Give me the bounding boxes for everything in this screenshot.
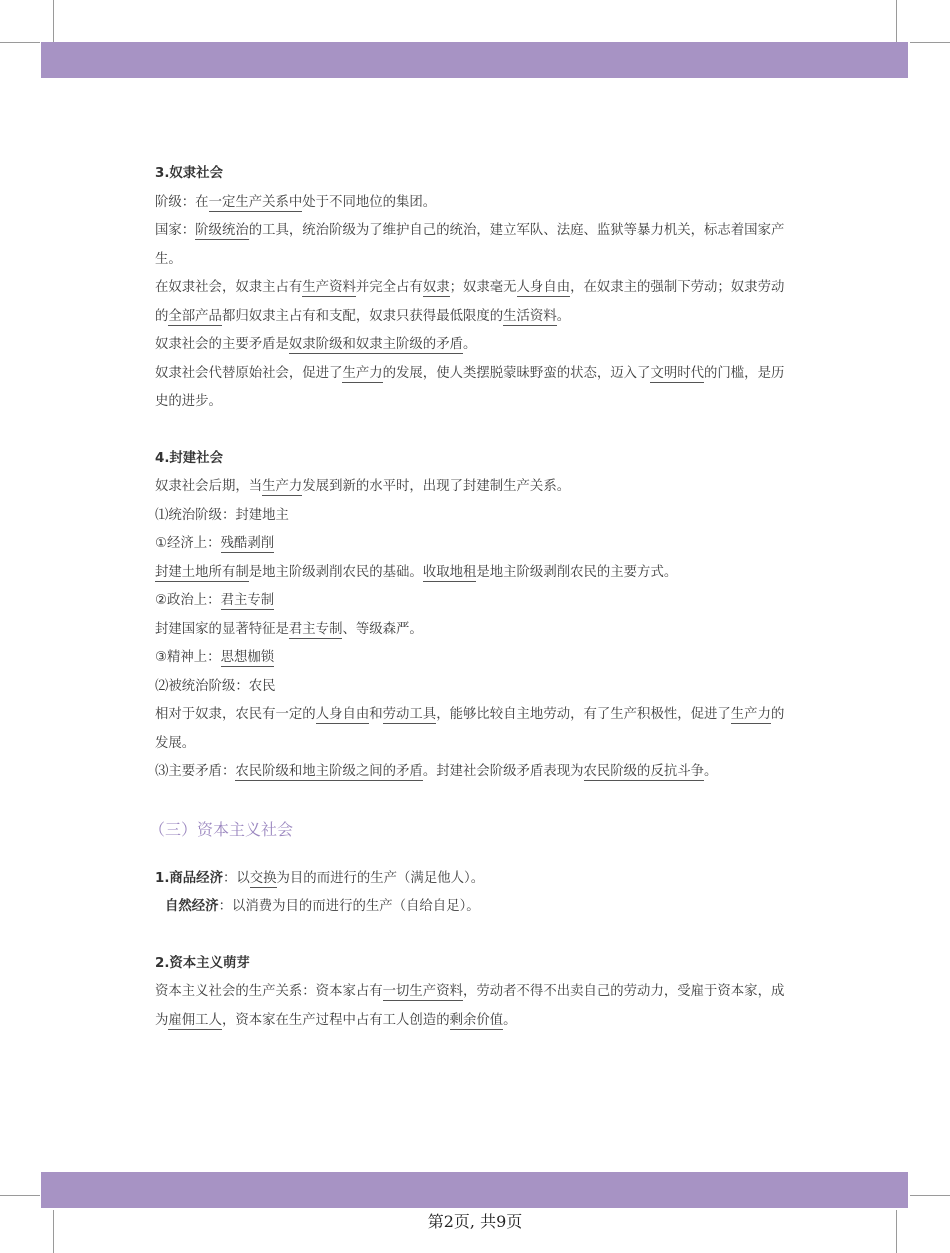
crop-mark <box>910 42 950 43</box>
key-term: 文明时代 <box>650 365 705 381</box>
paragraph-line: ⑵被统治阶级：农民 <box>155 678 276 694</box>
key-term: 生产资料 <box>302 280 356 295</box>
key-term: 农民阶级的反抗斗争 <box>583 764 705 779</box>
paragraph-line: 奴隶社会后期，当生产力发展到新的水平时，出现了封建制生产关系。 <box>155 479 571 494</box>
key-term: 全部产品 <box>168 308 222 324</box>
paragraph-line: ③精神上：思想枷锁 <box>155 650 275 665</box>
key-term: 雇佣工人 <box>168 1012 222 1028</box>
key-term: 生活资料 <box>503 308 557 324</box>
key-term: 生产力 <box>342 365 383 381</box>
key-term: 人身自由 <box>516 280 571 295</box>
paragraph-line: 资本主义社会的生产关系：资本家占有一切生产资料，劳动者不得不出卖自己的劳动力，受雇于资本家，成 <box>155 984 785 999</box>
paragraph-line: ①经济上：残酷剥削 <box>155 536 275 551</box>
key-term: 一切生产资料 <box>382 984 463 999</box>
paragraph-line: 生。 <box>155 251 182 267</box>
key-term: 奴隶阶级和奴隶主阶级的矛盾 <box>288 337 463 352</box>
paragraph-line: 发展。 <box>155 735 196 751</box>
header-band <box>41 42 908 78</box>
section-title-capitalism-sprouts: 2.资本主义萌芽 <box>155 955 250 971</box>
paragraph-line: 封建国家的显著特征是君主专制、等级森严。 <box>155 621 423 637</box>
key-term: 人身自由 <box>315 707 370 722</box>
key-term: 一定生产关系中 <box>208 194 303 210</box>
crop-mark <box>910 1195 950 1196</box>
key-term: 交换 <box>249 870 277 886</box>
paragraph-line: ⑴统治阶级：封建地主 <box>155 507 289 523</box>
section-title-slave-society: 3.奴隶社会 <box>155 166 223 181</box>
paragraph-line: 在奴隶社会，奴隶主占有生产资料并完全占有奴隶；奴隶毫无人身自由，在奴隶主的强制下劳动；奴隶劳动 <box>155 280 785 295</box>
key-term: 剩余价值 <box>449 1012 504 1028</box>
paragraph-line: 自然经济：以消费为目的而进行的生产（自给自足）。 <box>165 899 480 914</box>
paragraph-line: 国家：阶级统治的工具，统治阶级为了维护自己的统治，建立军队、法庭、监狱等暴力机关，标志着国家产 <box>155 223 785 238</box>
chapter-heading-capitalism: （三）资本主义社会 <box>149 819 294 839</box>
crop-mark <box>53 0 54 42</box>
paragraph-line: 为雇佣工人，资本家在生产过程中占有工人创造的剩余价值。 <box>155 1012 517 1028</box>
paragraph-line: 相对于奴隶，农民有一定的人身自由和劳动工具，能够比较自主地劳动，有了生产积极性，促进了生产力的 <box>155 707 785 722</box>
footer-band <box>41 1172 908 1208</box>
paragraph-line: 封建土地所有制是地主阶级剥削农民的基础。收取地租是地主阶级剥削农民的主要方式。 <box>155 564 678 580</box>
key-term: 阶级统治 <box>195 223 249 238</box>
key-term: 劳动工具 <box>382 707 437 722</box>
key-term: 思想枷锁 <box>220 650 275 665</box>
key-term: 君主专制 <box>220 593 275 608</box>
crop-mark <box>0 1195 40 1196</box>
key-term: 君主专制 <box>288 621 343 637</box>
crop-mark <box>0 42 40 43</box>
key-term: 封建土地所有制 <box>155 564 249 580</box>
key-term: 收取地租 <box>422 564 477 580</box>
paragraph-line: ⑶主要矛盾：农民阶级和地主阶级之间的矛盾。封建社会阶级矛盾表现为农民阶级的反抗斗争。 <box>155 764 718 779</box>
paragraph-line: ②政治上：君主专制 <box>155 593 275 608</box>
key-term: 残酷剥削 <box>220 536 275 551</box>
paragraph-line: 1.商品经济：以交换为目的而进行的生产（满足他人）。 <box>155 870 485 886</box>
key-term: 生产力 <box>262 479 303 494</box>
key-term: 奴隶 <box>422 280 450 295</box>
section-title-feudal-society: 4.封建社会 <box>155 450 223 466</box>
crop-mark <box>896 0 897 42</box>
key-term: 生产力 <box>730 707 771 722</box>
paragraph-line: 奴隶社会代替原始社会，促进了生产力的发展，使人类摆脱蒙昧野蛮的状态，迈入了文明时代的门槛，是历 <box>155 365 785 381</box>
paragraph-line: 史的进步。 <box>155 394 222 409</box>
key-term: 农民阶级和地主阶级之间的矛盾 <box>235 764 423 779</box>
paragraph-line: 阶级：在一定生产关系中处于不同地位的集团。 <box>155 194 437 210</box>
paragraph-line: 的全部产品都归奴隶主占有和支配，奴隶只获得最低限度的生活资料。 <box>155 308 571 324</box>
page-number: 第2页, 共9页 <box>427 1212 523 1231</box>
page-content <box>149 160 825 1035</box>
paragraph-line: 奴隶社会的主要矛盾是奴隶阶级和奴隶主阶级的矛盾。 <box>155 337 477 352</box>
